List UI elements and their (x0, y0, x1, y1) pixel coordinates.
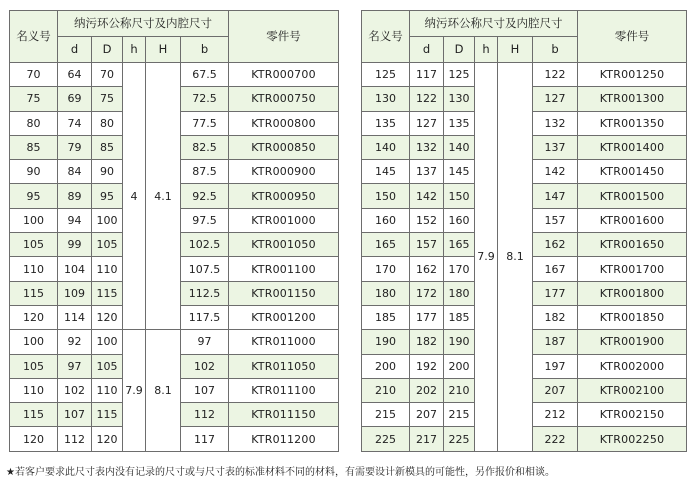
footnote: ★若客户要求此尺寸表内没有记录的尺寸或与尺寸表的标准材料不同的材料，有需要设计新模具的可能性，另作报价和相谈。 (6, 467, 555, 478)
b-cell: 137 (533, 135, 578, 159)
size-cell: 130 (362, 87, 410, 111)
d-cell: 74 (58, 111, 92, 135)
size-cell: 100 (10, 208, 58, 232)
header-b: b (533, 37, 578, 63)
d-cell: 132 (410, 135, 444, 159)
table-row (10, 330, 339, 354)
header-d: d (58, 37, 92, 63)
part-number-cell: KTR011200 (229, 427, 339, 451)
part-number-cell: KTR001000 (229, 208, 339, 232)
d-cell: 117 (410, 63, 444, 87)
size-cell: 120 (10, 305, 58, 329)
h-cell: 7.9 (123, 330, 146, 451)
D-cell: 115 (92, 281, 123, 305)
part-number-cell: KTR011150 (229, 403, 339, 427)
size-cell: 135 (362, 111, 410, 135)
header-h: h (475, 37, 498, 63)
d-cell: 157 (410, 233, 444, 257)
D-cell: 160 (444, 208, 475, 232)
header-part-number: 零件号 (578, 11, 687, 63)
d-cell: 142 (410, 184, 444, 208)
D-cell: 80 (92, 111, 123, 135)
d-cell: 192 (410, 354, 444, 378)
header-H: H (498, 37, 533, 63)
b-cell: 167 (533, 257, 578, 281)
size-cell: 145 (362, 160, 410, 184)
b-cell: 197 (533, 354, 578, 378)
d-cell: 152 (410, 208, 444, 232)
size-table (9, 10, 339, 452)
size-cell: 110 (10, 257, 58, 281)
part-number-cell: KTR001150 (229, 281, 339, 305)
d-cell: 182 (410, 330, 444, 354)
d-cell: 97 (58, 354, 92, 378)
D-cell: 180 (444, 281, 475, 305)
b-cell: 222 (533, 427, 578, 451)
D-cell: 210 (444, 378, 475, 402)
b-cell: 127 (533, 87, 578, 111)
part-number-cell: KTR001650 (578, 233, 687, 257)
part-number-cell: KTR000850 (229, 135, 339, 159)
part-number-cell: KTR000950 (229, 184, 339, 208)
part-number-cell: KTR001900 (578, 330, 687, 354)
part-number-cell: KTR000750 (229, 87, 339, 111)
header-part-number: 零件号 (229, 11, 339, 63)
size-cell: 105 (10, 354, 58, 378)
size-table-right (361, 10, 687, 452)
D-cell: 110 (92, 378, 123, 402)
size-cell: 110 (10, 378, 58, 402)
b-cell: 97 (181, 330, 229, 354)
size-cell: 80 (10, 111, 58, 135)
size-cell: 85 (10, 135, 58, 159)
table-body (362, 63, 687, 452)
d-cell: 207 (410, 403, 444, 427)
D-cell: 120 (92, 305, 123, 329)
d-cell: 99 (58, 233, 92, 257)
D-cell: 165 (444, 233, 475, 257)
H-cell: 8.1 (146, 330, 181, 451)
size-cell: 210 (362, 378, 410, 402)
D-cell: 170 (444, 257, 475, 281)
size-cell: 115 (10, 403, 58, 427)
table-body (10, 63, 339, 452)
b-cell: 187 (533, 330, 578, 354)
size-cell: 70 (10, 63, 58, 87)
part-number-cell: KTR001300 (578, 87, 687, 111)
size-cell: 165 (362, 233, 410, 257)
d-cell: 162 (410, 257, 444, 281)
b-cell: 82.5 (181, 135, 229, 159)
D-cell: 145 (444, 160, 475, 184)
header-size: 名义号 (362, 11, 410, 63)
D-cell: 75 (92, 87, 123, 111)
d-cell: 94 (58, 208, 92, 232)
d-cell: 69 (58, 87, 92, 111)
D-cell: 140 (444, 135, 475, 159)
part-number-cell: KTR002150 (578, 403, 687, 427)
part-number-cell: KTR000700 (229, 63, 339, 87)
d-cell: 127 (410, 111, 444, 135)
size-cell: 170 (362, 257, 410, 281)
size-cell: 160 (362, 208, 410, 232)
header-b: b (181, 37, 229, 63)
header-size: 名义号 (10, 11, 58, 63)
header-d: d (410, 37, 444, 63)
table-header (362, 11, 687, 63)
d-cell: 114 (58, 305, 92, 329)
table-row (362, 63, 687, 87)
b-cell: 102 (181, 354, 229, 378)
b-cell: 77.5 (181, 111, 229, 135)
d-cell: 112 (58, 427, 92, 451)
part-number-cell: KTR001600 (578, 208, 687, 232)
b-cell: 92.5 (181, 184, 229, 208)
b-cell: 97.5 (181, 208, 229, 232)
part-number-cell: KTR002250 (578, 427, 687, 451)
part-number-cell: KTR001350 (578, 111, 687, 135)
D-cell: 110 (92, 257, 123, 281)
D-cell: 100 (92, 330, 123, 354)
size-cell: 185 (362, 305, 410, 329)
b-cell: 67.5 (181, 63, 229, 87)
part-number-cell: KTR001250 (578, 63, 687, 87)
size-cell: 150 (362, 184, 410, 208)
size-cell: 75 (10, 87, 58, 111)
size-cell: 190 (362, 330, 410, 354)
d-cell: 217 (410, 427, 444, 451)
b-cell: 107 (181, 378, 229, 402)
d-cell: 177 (410, 305, 444, 329)
D-cell: 115 (92, 403, 123, 427)
d-cell: 202 (410, 378, 444, 402)
size-cell: 120 (10, 427, 58, 451)
table-row (10, 63, 339, 87)
b-cell: 117 (181, 427, 229, 451)
b-cell: 72.5 (181, 87, 229, 111)
b-cell: 162 (533, 233, 578, 257)
d-cell: 137 (410, 160, 444, 184)
b-cell: 112.5 (181, 281, 229, 305)
D-cell: 105 (92, 354, 123, 378)
b-cell: 142 (533, 160, 578, 184)
b-cell: 177 (533, 281, 578, 305)
header-D: D (444, 37, 475, 63)
table-header (10, 11, 339, 63)
d-cell: 172 (410, 281, 444, 305)
D-cell: 135 (444, 111, 475, 135)
b-cell: 117.5 (181, 305, 229, 329)
D-cell: 190 (444, 330, 475, 354)
size-cell: 215 (362, 403, 410, 427)
D-cell: 225 (444, 427, 475, 451)
part-number-cell: KTR000900 (229, 160, 339, 184)
H-cell: 8.1 (498, 63, 533, 452)
size-cell: 95 (10, 184, 58, 208)
part-number-cell: KTR001800 (578, 281, 687, 305)
b-cell: 212 (533, 403, 578, 427)
size-cell: 180 (362, 281, 410, 305)
b-cell: 207 (533, 378, 578, 402)
d-cell: 122 (410, 87, 444, 111)
d-cell: 102 (58, 378, 92, 402)
D-cell: 215 (444, 403, 475, 427)
D-cell: 150 (444, 184, 475, 208)
size-cell: 140 (362, 135, 410, 159)
D-cell: 90 (92, 160, 123, 184)
header-dimension-group: 纳污环公称尺寸及内腔尺寸 (410, 11, 578, 37)
D-cell: 70 (92, 63, 123, 87)
b-cell: 87.5 (181, 160, 229, 184)
d-cell: 64 (58, 63, 92, 87)
b-cell: 147 (533, 184, 578, 208)
part-number-cell: KTR002100 (578, 378, 687, 402)
part-number-cell: KTR000800 (229, 111, 339, 135)
part-number-cell: KTR011000 (229, 330, 339, 354)
b-cell: 182 (533, 305, 578, 329)
b-cell: 107.5 (181, 257, 229, 281)
part-number-cell: KTR001500 (578, 184, 687, 208)
H-cell: 4.1 (146, 63, 181, 330)
header-H: H (146, 37, 181, 63)
D-cell: 185 (444, 305, 475, 329)
d-cell: 89 (58, 184, 92, 208)
part-number-cell: KTR001200 (229, 305, 339, 329)
d-cell: 109 (58, 281, 92, 305)
part-number-cell: KTR001450 (578, 160, 687, 184)
header-dimension-group: 纳污环公称尺寸及内腔尺寸 (58, 11, 229, 37)
part-number-cell: KTR001100 (229, 257, 339, 281)
size-cell: 105 (10, 233, 58, 257)
D-cell: 95 (92, 184, 123, 208)
h-cell: 4 (123, 63, 146, 330)
size-cell: 125 (362, 63, 410, 87)
part-number-cell: KTR001850 (578, 305, 687, 329)
d-cell: 84 (58, 160, 92, 184)
size-cell: 90 (10, 160, 58, 184)
d-cell: 104 (58, 257, 92, 281)
D-cell: 100 (92, 208, 123, 232)
d-cell: 79 (58, 135, 92, 159)
b-cell: 112 (181, 403, 229, 427)
d-cell: 92 (58, 330, 92, 354)
b-cell: 157 (533, 208, 578, 232)
size-table-left (9, 10, 339, 452)
size-cell: 225 (362, 427, 410, 451)
size-cell: 115 (10, 281, 58, 305)
b-cell: 132 (533, 111, 578, 135)
b-cell: 122 (533, 63, 578, 87)
D-cell: 120 (92, 427, 123, 451)
d-cell: 107 (58, 403, 92, 427)
D-cell: 200 (444, 354, 475, 378)
part-number-cell: KTR011100 (229, 378, 339, 402)
D-cell: 130 (444, 87, 475, 111)
header-D: D (92, 37, 123, 63)
part-number-cell: KTR001050 (229, 233, 339, 257)
D-cell: 85 (92, 135, 123, 159)
h-cell: 7.9 (475, 63, 498, 452)
size-table (361, 10, 687, 452)
header-h: h (123, 37, 146, 63)
part-number-cell: KTR011050 (229, 354, 339, 378)
size-cell: 100 (10, 330, 58, 354)
b-cell: 102.5 (181, 233, 229, 257)
part-number-cell: KTR002000 (578, 354, 687, 378)
size-cell: 200 (362, 354, 410, 378)
D-cell: 105 (92, 233, 123, 257)
D-cell: 125 (444, 63, 475, 87)
part-number-cell: KTR001700 (578, 257, 687, 281)
part-number-cell: KTR001400 (578, 135, 687, 159)
